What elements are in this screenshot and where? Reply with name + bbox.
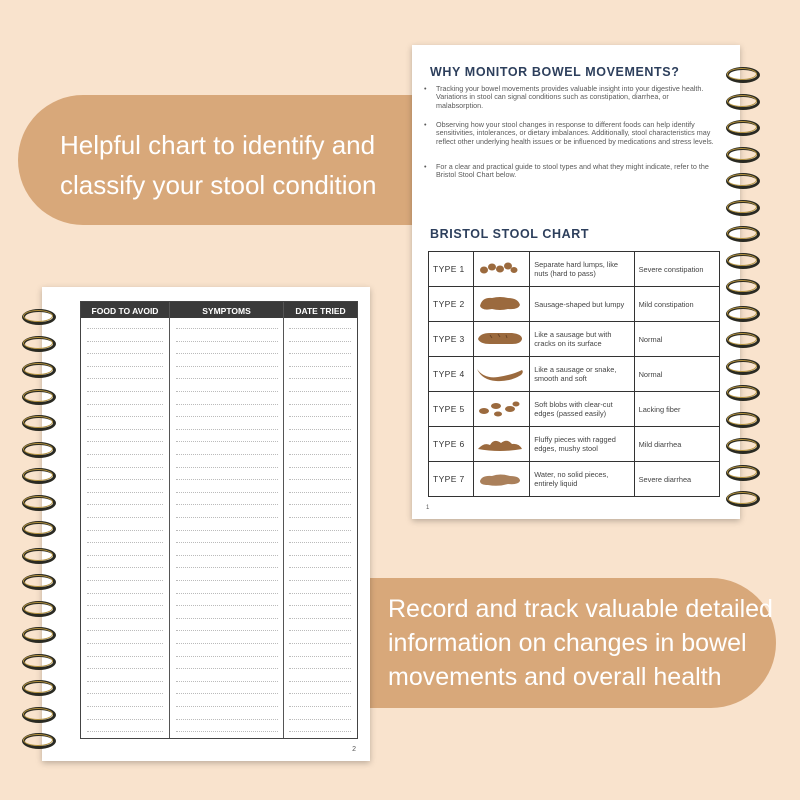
entry-line bbox=[289, 416, 351, 417]
entry-line bbox=[176, 706, 278, 707]
stool-row bbox=[429, 462, 720, 497]
entry-line bbox=[87, 605, 163, 606]
bullet-1-text: Tracking your bowel movements provides valuable insight into your digestive health. Variations in stool can signal conditions such as constipation, diarrhea, or malabsorption. bbox=[436, 84, 704, 110]
entry-line bbox=[289, 605, 351, 606]
entry-line bbox=[289, 719, 351, 720]
callout-bottom-line3: movements and overall health bbox=[388, 663, 722, 691]
entry-line bbox=[289, 580, 351, 581]
stool-row bbox=[429, 287, 720, 322]
stool-shape bbox=[478, 441, 522, 451]
bullet-3-text: For a clear and practical guide to stool types and what they might indicate, refer to the Bristol Stool Chart below. bbox=[436, 162, 709, 180]
entry-line bbox=[87, 681, 163, 682]
entry-line bbox=[87, 656, 163, 657]
entry-line bbox=[87, 353, 163, 354]
column-divider bbox=[283, 302, 284, 738]
spiral-coil bbox=[726, 173, 760, 189]
spiral-coil bbox=[22, 468, 56, 484]
entry-line bbox=[289, 378, 351, 379]
spiral-coil bbox=[726, 67, 760, 83]
entry-line bbox=[87, 719, 163, 720]
entry-line bbox=[176, 731, 278, 732]
spiral-coil bbox=[726, 412, 760, 428]
entry-line bbox=[176, 668, 278, 669]
entry-line bbox=[289, 643, 351, 644]
why-monitor-heading: WHY MONITOR BOWEL MOVEMENTS? bbox=[430, 65, 680, 79]
stool-illustration bbox=[474, 392, 530, 427]
stool-description: Sausage-shaped but lumpy bbox=[530, 287, 634, 322]
spiral-coil bbox=[22, 654, 56, 670]
entry-line bbox=[176, 593, 278, 594]
entry-line bbox=[87, 391, 163, 392]
spiral-coil bbox=[726, 279, 760, 295]
spiral-coil bbox=[22, 495, 56, 511]
spiral-coil bbox=[22, 707, 56, 723]
stool-indication: Severe diarrhea bbox=[634, 462, 719, 497]
entry-line bbox=[289, 504, 351, 505]
column-symptoms: SYMPTOMS bbox=[202, 306, 251, 316]
stool-description: Like a sausage but with cracks on its surface bbox=[530, 322, 634, 357]
stool-illustration bbox=[474, 252, 530, 287]
spiral-coil bbox=[22, 733, 56, 749]
column-divider bbox=[169, 302, 170, 738]
entry-line bbox=[176, 656, 278, 657]
entry-line bbox=[176, 504, 278, 505]
entry-line bbox=[289, 693, 351, 694]
entry-line bbox=[87, 416, 163, 417]
entry-line bbox=[289, 479, 351, 480]
entry-line bbox=[176, 542, 278, 543]
stool-row bbox=[429, 357, 720, 392]
callout-top-line2: classify your stool condition bbox=[60, 170, 377, 200]
page-number-right: 1 bbox=[426, 505, 430, 511]
stool-type-label: TYPE 4 bbox=[429, 357, 474, 392]
entry-line bbox=[87, 643, 163, 644]
callout-bottom-line2: information on changes in bowel bbox=[388, 629, 747, 657]
spiral-coil bbox=[22, 389, 56, 405]
entry-line bbox=[176, 555, 278, 556]
entry-line bbox=[87, 328, 163, 329]
entry-line bbox=[176, 492, 278, 493]
stool-description: Soft blobs with clear-cut edges (passed easily) bbox=[530, 392, 634, 427]
stool-type-label: TYPE 2 bbox=[429, 287, 474, 322]
stool-description: Water, no solid pieces, entirely liquid bbox=[530, 462, 634, 497]
bullet-1: • Tracking your bowel movements provides valuable insight into your digestive health. Variations in stool can signal conditions such as constipation, diarrhea, or malabsorption. bbox=[424, 85, 714, 110]
entry-line bbox=[289, 656, 351, 657]
bullet-2-text: Observing how your stool changes in response to different foods can help identify sensitivities, intolerances, or dietary imbalances. Additionally, stool characteristics may reflect other underlying health issues or be influenced by medications and stress levels. bbox=[436, 120, 714, 146]
entry-line bbox=[289, 341, 351, 342]
entry-line bbox=[176, 404, 278, 405]
stool-row bbox=[429, 427, 720, 462]
stool-type-label: TYPE 7 bbox=[429, 462, 474, 497]
entry-line bbox=[176, 630, 278, 631]
stool-row bbox=[429, 392, 720, 427]
entry-line bbox=[176, 479, 278, 480]
entry-line bbox=[87, 542, 163, 543]
entry-line bbox=[176, 567, 278, 568]
entry-line bbox=[87, 618, 163, 619]
stool-illustration bbox=[474, 427, 530, 462]
stool-shape bbox=[480, 263, 518, 274]
spiral-coil bbox=[726, 200, 760, 216]
entry-line bbox=[289, 542, 351, 543]
entry-line bbox=[87, 530, 163, 531]
entry-line bbox=[289, 530, 351, 531]
stool-illustration bbox=[474, 287, 530, 322]
entry-line bbox=[289, 429, 351, 430]
entry-line bbox=[289, 391, 351, 392]
spiral-coil bbox=[22, 309, 56, 325]
spiral-coil bbox=[22, 548, 56, 564]
stool-indication: Lacking fiber bbox=[634, 392, 719, 427]
entry-line bbox=[87, 593, 163, 594]
column-date-tried: DATE TRIED bbox=[295, 306, 346, 316]
entry-line bbox=[87, 467, 163, 468]
callout-top-line1: Helpful chart to identify and bbox=[60, 130, 376, 160]
stool-description: Fluffy pieces with ragged edges, mushy stool bbox=[530, 427, 634, 462]
entry-line bbox=[176, 618, 278, 619]
entry-line bbox=[176, 530, 278, 531]
spiral-coil bbox=[22, 442, 56, 458]
bullet-3: • For a clear and practical guide to stool types and what they might indicate, refer to the Bristol Stool Chart below. bbox=[424, 163, 714, 180]
entry-line bbox=[176, 416, 278, 417]
stool-indication: Mild constipation bbox=[634, 287, 719, 322]
spiral-coil bbox=[726, 385, 760, 401]
entry-line bbox=[289, 681, 351, 682]
entry-line bbox=[87, 454, 163, 455]
bristol-stool-table bbox=[428, 251, 720, 497]
bullet-2: • Observing how your stool changes in response to different foods can help identify sensitivities, intolerances, or dietary imbalances. Additionally, stool characteristics may reflect other underlying health issues or be influenced by medications and stress levels. bbox=[424, 120, 714, 146]
entry-line bbox=[176, 341, 278, 342]
entry-line bbox=[176, 378, 278, 379]
stool-type-label: TYPE 6 bbox=[429, 427, 474, 462]
stool-indication: Normal bbox=[634, 357, 719, 392]
food-tracking-table bbox=[80, 301, 358, 739]
spiral-coil bbox=[22, 680, 56, 696]
spiral-coil bbox=[726, 359, 760, 375]
entry-line bbox=[87, 479, 163, 480]
entry-line bbox=[176, 580, 278, 581]
entry-line bbox=[289, 454, 351, 455]
entry-line bbox=[176, 681, 278, 682]
entry-line bbox=[289, 630, 351, 631]
entry-line bbox=[87, 429, 163, 430]
entry-line bbox=[176, 441, 278, 442]
entry-line bbox=[289, 467, 351, 468]
spiral-coil bbox=[22, 415, 56, 431]
stool-description: Like a sausage or snake, smooth and soft bbox=[530, 357, 634, 392]
stool-shape bbox=[477, 369, 523, 381]
entry-line bbox=[289, 668, 351, 669]
entry-line bbox=[87, 404, 163, 405]
entry-line bbox=[87, 706, 163, 707]
entry-line bbox=[87, 567, 163, 568]
stool-type-label: TYPE 5 bbox=[429, 392, 474, 427]
entry-line bbox=[176, 467, 278, 468]
spiral-coil bbox=[726, 465, 760, 481]
stool-indication: Mild diarrhea bbox=[634, 427, 719, 462]
stool-description: Separate hard lumps, like nuts (hard to pass) bbox=[530, 252, 634, 287]
entry-line bbox=[289, 328, 351, 329]
entry-line bbox=[176, 391, 278, 392]
spiral-coil bbox=[22, 601, 56, 617]
column-food-to-avoid: FOOD TO AVOID bbox=[91, 306, 159, 316]
entry-line bbox=[176, 366, 278, 367]
entry-line bbox=[176, 517, 278, 518]
spiral-coil bbox=[726, 94, 760, 110]
stool-illustration bbox=[474, 357, 530, 392]
entry-line bbox=[289, 731, 351, 732]
entry-line bbox=[87, 668, 163, 669]
spiral-coil bbox=[726, 120, 760, 136]
spiral-coil bbox=[22, 574, 56, 590]
entry-line bbox=[289, 492, 351, 493]
callout-bottom-line1: Record and track valuable detailed bbox=[388, 595, 773, 623]
entry-line bbox=[289, 441, 351, 442]
spiral-coil bbox=[22, 336, 56, 352]
spiral-coil bbox=[726, 147, 760, 163]
entry-line bbox=[87, 731, 163, 732]
entry-line bbox=[87, 366, 163, 367]
spiral-coil bbox=[22, 362, 56, 378]
stool-type-label: TYPE 3 bbox=[429, 322, 474, 357]
stool-illustration bbox=[474, 462, 530, 497]
page-number-left: 2 bbox=[352, 746, 356, 753]
notebook-left bbox=[42, 287, 370, 761]
entry-line bbox=[289, 404, 351, 405]
entry-line bbox=[176, 693, 278, 694]
entry-line bbox=[289, 706, 351, 707]
stool-type-label: TYPE 1 bbox=[429, 252, 474, 287]
entry-line bbox=[176, 605, 278, 606]
entry-line bbox=[176, 719, 278, 720]
entry-line bbox=[87, 555, 163, 556]
stool-shape bbox=[480, 475, 520, 486]
stool-shape bbox=[478, 333, 522, 344]
entry-line bbox=[87, 517, 163, 518]
spiral-coil bbox=[726, 332, 760, 348]
entry-line bbox=[289, 593, 351, 594]
entry-line bbox=[289, 618, 351, 619]
spiral-coil bbox=[726, 491, 760, 507]
tracking-table-header bbox=[81, 302, 357, 318]
spiral-coil bbox=[726, 438, 760, 454]
entry-line bbox=[176, 454, 278, 455]
notebook-right bbox=[412, 45, 740, 519]
entry-line bbox=[289, 567, 351, 568]
stool-illustration bbox=[474, 322, 530, 357]
entry-line bbox=[87, 378, 163, 379]
entry-line bbox=[289, 517, 351, 518]
spiral-coil bbox=[22, 521, 56, 537]
entry-line bbox=[289, 555, 351, 556]
spiral-coil bbox=[726, 253, 760, 269]
spiral-coil bbox=[726, 306, 760, 322]
entry-line bbox=[176, 643, 278, 644]
stool-shape bbox=[479, 402, 520, 417]
stool-indication: Severe constipation bbox=[634, 252, 719, 287]
entry-line bbox=[87, 630, 163, 631]
bristol-chart-title: BRISTOL STOOL CHART bbox=[430, 227, 590, 241]
entry-line bbox=[176, 353, 278, 354]
entry-line bbox=[87, 580, 163, 581]
stool-row bbox=[429, 252, 720, 287]
stool-row bbox=[429, 322, 720, 357]
entry-line bbox=[176, 328, 278, 329]
stool-indication: Normal bbox=[634, 322, 719, 357]
callout-bottom bbox=[300, 578, 776, 708]
stool-shape bbox=[480, 297, 520, 310]
entry-line bbox=[87, 492, 163, 493]
entry-line bbox=[176, 429, 278, 430]
entry-line bbox=[289, 366, 351, 367]
entry-line bbox=[289, 353, 351, 354]
entry-line bbox=[87, 504, 163, 505]
spiral-coil bbox=[22, 627, 56, 643]
entry-line bbox=[87, 441, 163, 442]
entry-line bbox=[87, 693, 163, 694]
entry-line bbox=[87, 341, 163, 342]
spiral-coil bbox=[726, 226, 760, 242]
